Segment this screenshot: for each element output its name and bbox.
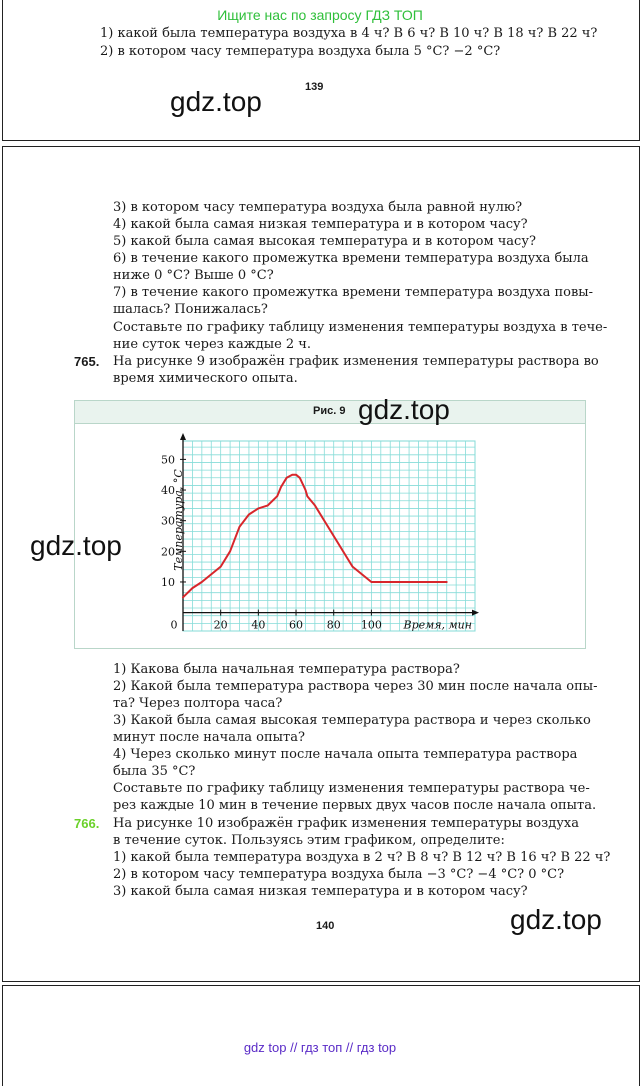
temperature-chart: [75, 401, 585, 648]
x-axis-label: Время, мин: [403, 618, 472, 632]
x-tick-label: 60: [289, 618, 304, 632]
text-line: 7) в течение какого промежутка времени температура воздуха повы-: [113, 285, 594, 300]
text-line: 1) Какова была начальная температура раствора?: [113, 662, 460, 677]
watermark: gdz.top: [30, 530, 122, 561]
footer-links[interactable]: gdz top // гдз топ // гдз top: [243, 1040, 397, 1055]
text-line: Составьте по графику таблицу изменения температуры воздуха в тече-: [113, 320, 608, 335]
text-line: 5) какой была самая высокая температура и в котором часу?: [113, 234, 536, 249]
y-tick-label: 20: [161, 545, 175, 559]
search-banner: Ищите нас по запросу ГДЗ ТОП: [217, 7, 423, 23]
watermark: gdz.top: [358, 394, 450, 425]
text-line: та? Через полтора часа?: [113, 696, 283, 711]
text-line: 4) какой была самая низкая температура и в котором часу?: [113, 217, 528, 232]
y-axis-arrow: [180, 433, 186, 440]
text-line: На рисунке 9 изображён график изменения температуры раствора во: [113, 354, 599, 369]
task-765-number: 765.: [74, 354, 100, 369]
y-tick-label: 30: [161, 514, 175, 528]
figure-9: [74, 400, 586, 649]
text-line: ниже 0 °С? Выше 0 °С?: [113, 268, 274, 283]
text-line: шалась? Понижалась?: [113, 302, 268, 317]
text-line: 2) Какой была температура раствора через 30 мин после начала опы-: [113, 679, 598, 694]
x-tick-label: 20: [213, 618, 228, 632]
watermark: gdz.top: [510, 904, 602, 935]
y-tick-label: 40: [161, 484, 175, 498]
y-tick-label: 50: [161, 453, 175, 467]
text-line: минут после начала опыта?: [113, 730, 305, 745]
page-139-frame: [2, 0, 640, 141]
figure-title: Рис. 9: [313, 405, 346, 417]
x-tick-label: 80: [326, 618, 341, 632]
text-line: На рисунке 10 изображён график изменения температуры воздуха: [113, 816, 579, 831]
text-line: 2) в котором часу температура воздуха была −3 °С? −4 °С? 0 °С?: [113, 867, 565, 882]
text-line: в течение суток. Пользуясь этим графиком, определите:: [113, 833, 505, 848]
text-line: 2) в котором часу температура воздуха была 5 °С? −2 °С?: [100, 44, 501, 59]
next-page-frame: [2, 985, 640, 1086]
origin-label: 0: [170, 618, 178, 632]
text-line: 3) какой была самая низкая температура и в котором часу?: [113, 884, 528, 899]
text-line: Составьте по графику таблицу изменения температуры раствора че-: [113, 781, 590, 796]
x-tick-label: 100: [360, 618, 382, 632]
grid-frame: [183, 441, 475, 631]
text-line: 3) Какой была самая высокая температура раствора и через сколько: [113, 713, 591, 728]
y-axis-label: Температура, °С: [172, 469, 185, 571]
text-line: время химического опыта.: [113, 371, 298, 386]
text-line: 3) в котором часу температура воздуха была равной нулю?: [113, 200, 523, 215]
page-number: 139: [305, 81, 324, 93]
text-line: была 35 °С?: [113, 764, 196, 779]
y-tick-label: 10: [161, 575, 175, 589]
text-line: рез каждые 10 мин в течение первых двух часов после начала опыта.: [113, 798, 597, 813]
text-line: 4) Через сколько минут после начала опыта температура раствора: [113, 747, 578, 762]
task-766-number: 766.: [74, 816, 100, 831]
x-tick-label: 40: [251, 618, 266, 632]
page-number: 140: [316, 920, 335, 932]
text-line: 1) какой была температура воздуха в 4 ч? В 6 ч? В 10 ч? В 18 ч? В 22 ч?: [100, 26, 598, 41]
text-line: ние суток через каждые 2 ч.: [113, 337, 312, 352]
text-line: 1) какой была температура воздуха в 2 ч? В 8 ч? В 12 ч? В 16 ч? В 22 ч?: [113, 850, 611, 865]
text-line: 6) в течение какого промежутка времени температура воздуха была: [113, 251, 589, 266]
watermark: gdz.top: [170, 86, 262, 117]
